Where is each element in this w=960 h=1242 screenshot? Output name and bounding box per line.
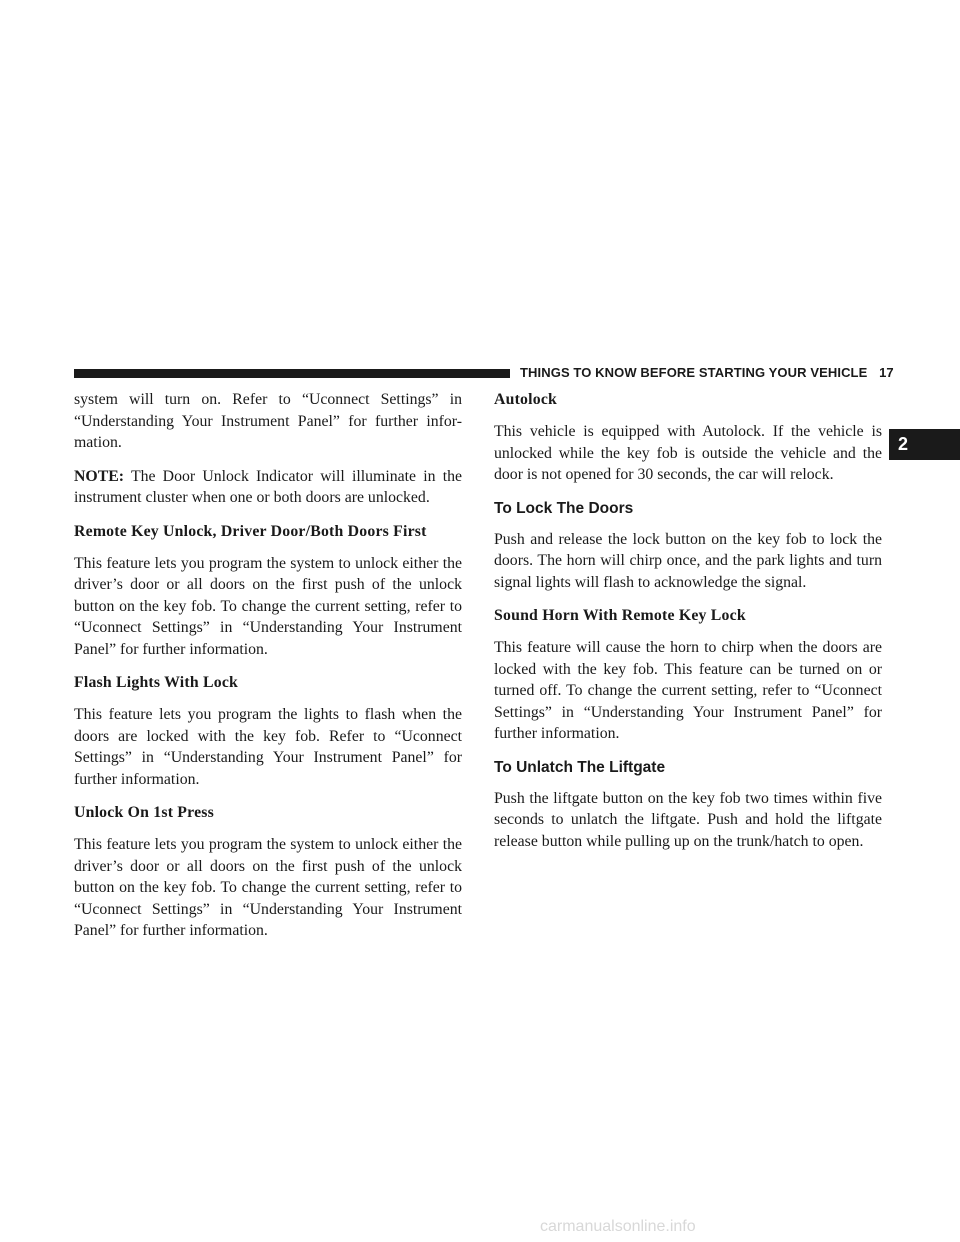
chapter-tab (889, 429, 960, 460)
remote-unlock-paragraph: This feature lets you program the system to unlock either the driver’s door or all doors on the first push of the unlock button on the key fob. To change the current setting, refer to “Uconnect Settings” in “Understanding Your Instrument Panel” for further information. (74, 554, 462, 658)
left-column (74, 389, 462, 954)
horn-lock-paragraph: This feature will cause the horn to chirp when the doors are locked with the key fob. This feature can be turned on or turned off. To change the current setting, refer to “Uconnect Settings” in “Understanding Your Instrument Panel” for further information. (494, 639, 882, 742)
unlock-first-press-heading: Unlock On 1st Press (74, 804, 214, 821)
horn-lock-heading: Sound Horn With Remote Key Lock (494, 607, 746, 624)
running-header (520, 365, 894, 380)
autolock-heading: Autolock (494, 391, 558, 408)
lock-doors-heading: To Lock The Doors (494, 499, 634, 517)
note-label: NOTE: (74, 467, 125, 485)
flash-lights-paragraph: This feature lets you program the lights to flash when the doors are locked with the key fob. Refer to “Uconnect Settings” in “Understanding Your Instrument Panel” for further information. (74, 706, 462, 788)
right-column (494, 389, 882, 864)
remote-unlock-heading: Remote Key Unlock, Driver Door/Both Doors First (74, 522, 427, 540)
liftgate-paragraph: Push the liftgate button on the key fob two times within five seconds to unlatch the liftgate. Push and hold the liftgate release button while pulling up on the trunk/hatch to open. (494, 789, 882, 850)
flash-lights-heading: Flash Lights With Lock (74, 674, 239, 691)
chapter-number: 2 (898, 434, 909, 454)
note-paragraph (74, 466, 462, 509)
unlock-first-press-paragraph: This feature lets you program the system to unlock either the driver’s door or all doors on the first push of the unlock button on the key fob. To change the current setting, refer to “Uconnect Settings” in “Understanding Your Instrument Panel” for further information. (74, 836, 462, 939)
intro-paragraph: system will turn on. Refer to “Uconnect Settings” in “Understanding Your Instrument Panel” for further infor-mation. (74, 391, 462, 451)
lock-doors-paragraph: Push and release the lock button on the key fob to lock the doors. The horn will chirp once, and the park lights and turn signal lights will flash to acknowledge the signal. (494, 530, 882, 591)
header-rule (74, 369, 510, 378)
header-title-text: THINGS TO KNOW BEFORE STARTING YOUR VEHICLE (520, 365, 868, 380)
liftgate-heading: To Unlatch The Liftgate (494, 758, 666, 776)
page-number: 17 (879, 365, 894, 380)
note-text: The Door Unlock Indicator will illuminate in the instrument cluster when one or both doors are unlocked. (74, 467, 462, 506)
watermark: carmanualsonline.info (540, 1218, 696, 1235)
autolock-paragraph: This vehicle is equipped with Autolock. If the vehicle is unlocked while the key fob is outside the vehicle and the door is not opened for 30 seconds, the car will relock. (494, 423, 882, 483)
